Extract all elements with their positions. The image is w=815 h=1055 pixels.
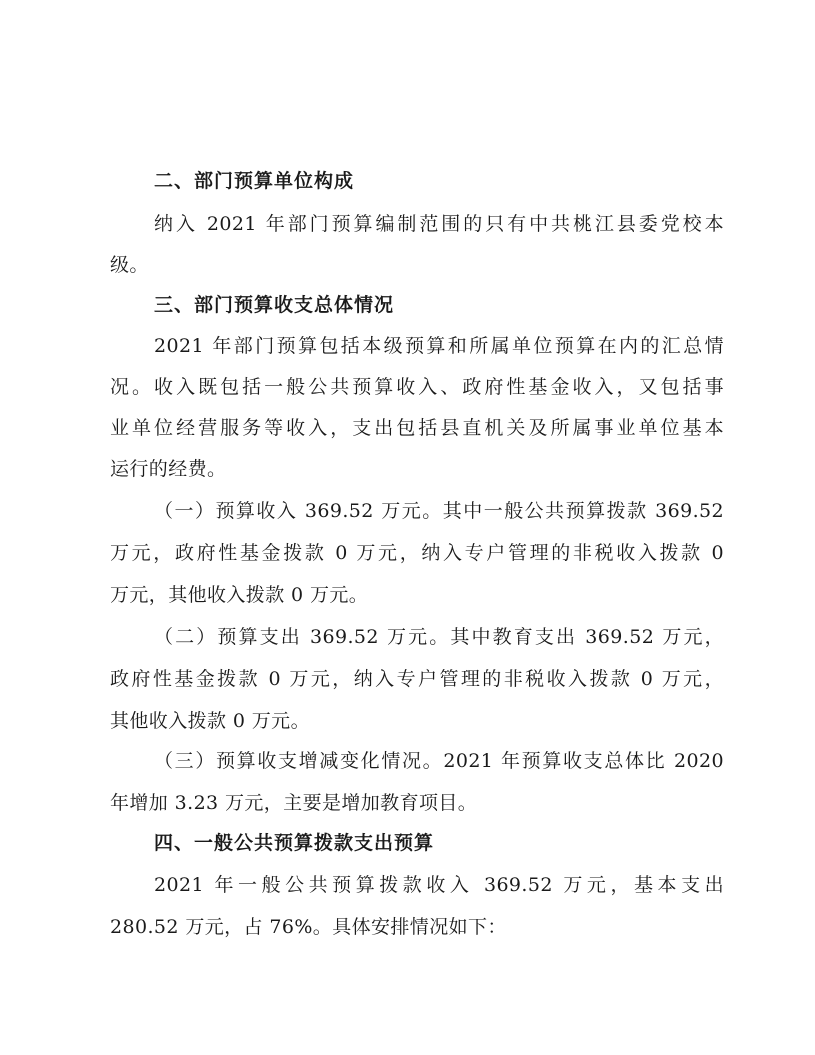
section3-item1-line-3: 万元，其他收入拨款 0 万元。: [110, 584, 369, 606]
section2-heading: 二、部门预算单位构成: [154, 170, 355, 192]
section3-item1-line-2: 万元，政府性基金拨款 0 万元，纳入专户管理的非税收入拨款 0: [110, 542, 724, 564]
section4-line-1: 2021 年一般公共预算拨款收入 369.52 万元，基本支出: [154, 874, 724, 896]
section3-item2-line-2: 政府性基金拨款 0 万元，纳入专户管理的非税收入拨款 0 万元，: [110, 668, 724, 690]
section3-heading: 三、部门预算收支总体情况: [154, 294, 395, 316]
section4-line-2: 280.52 万元，占 76%。具体安排情况如下：: [110, 916, 507, 938]
section3-item2-line-3: 其他收入拨款 0 万元。: [110, 710, 310, 732]
section4-heading: 四、一般公共预算拨款支出预算: [154, 832, 435, 854]
section3-item1-line-1: （一）预算收入 369.52 万元。其中一般公共预算拨款 369.52: [154, 500, 724, 522]
section2-line-1: 纳入 2021 年部门预算编制范围的只有中共桃江县委党校本: [154, 213, 724, 235]
section3-intro-line-2: 况。收入既包括一般公共预算收入、政府性基金收入，又包括事: [110, 376, 724, 398]
section3-intro-line-1: 2021 年部门预算包括本级预算和所属单位预算在内的汇总情: [154, 335, 724, 357]
section2-line-2: 级。: [110, 254, 149, 276]
section3-intro-line-3: 业单位经营服务等收入，支出包括县直机关及所属事业单位基本: [110, 417, 724, 439]
section3-item2-line-1: （二）预算支出 369.52 万元。其中教育支出 369.52 万元，: [154, 626, 724, 648]
section3-item3-line-2: 年增加 3.23 万元，主要是增加教育项目。: [110, 792, 478, 814]
section3-intro-line-4: 运行的经费。: [110, 458, 227, 480]
section3-item3-line-1: （三）预算收支增减变化情况。2021 年预算收支总体比 2020: [154, 750, 724, 772]
